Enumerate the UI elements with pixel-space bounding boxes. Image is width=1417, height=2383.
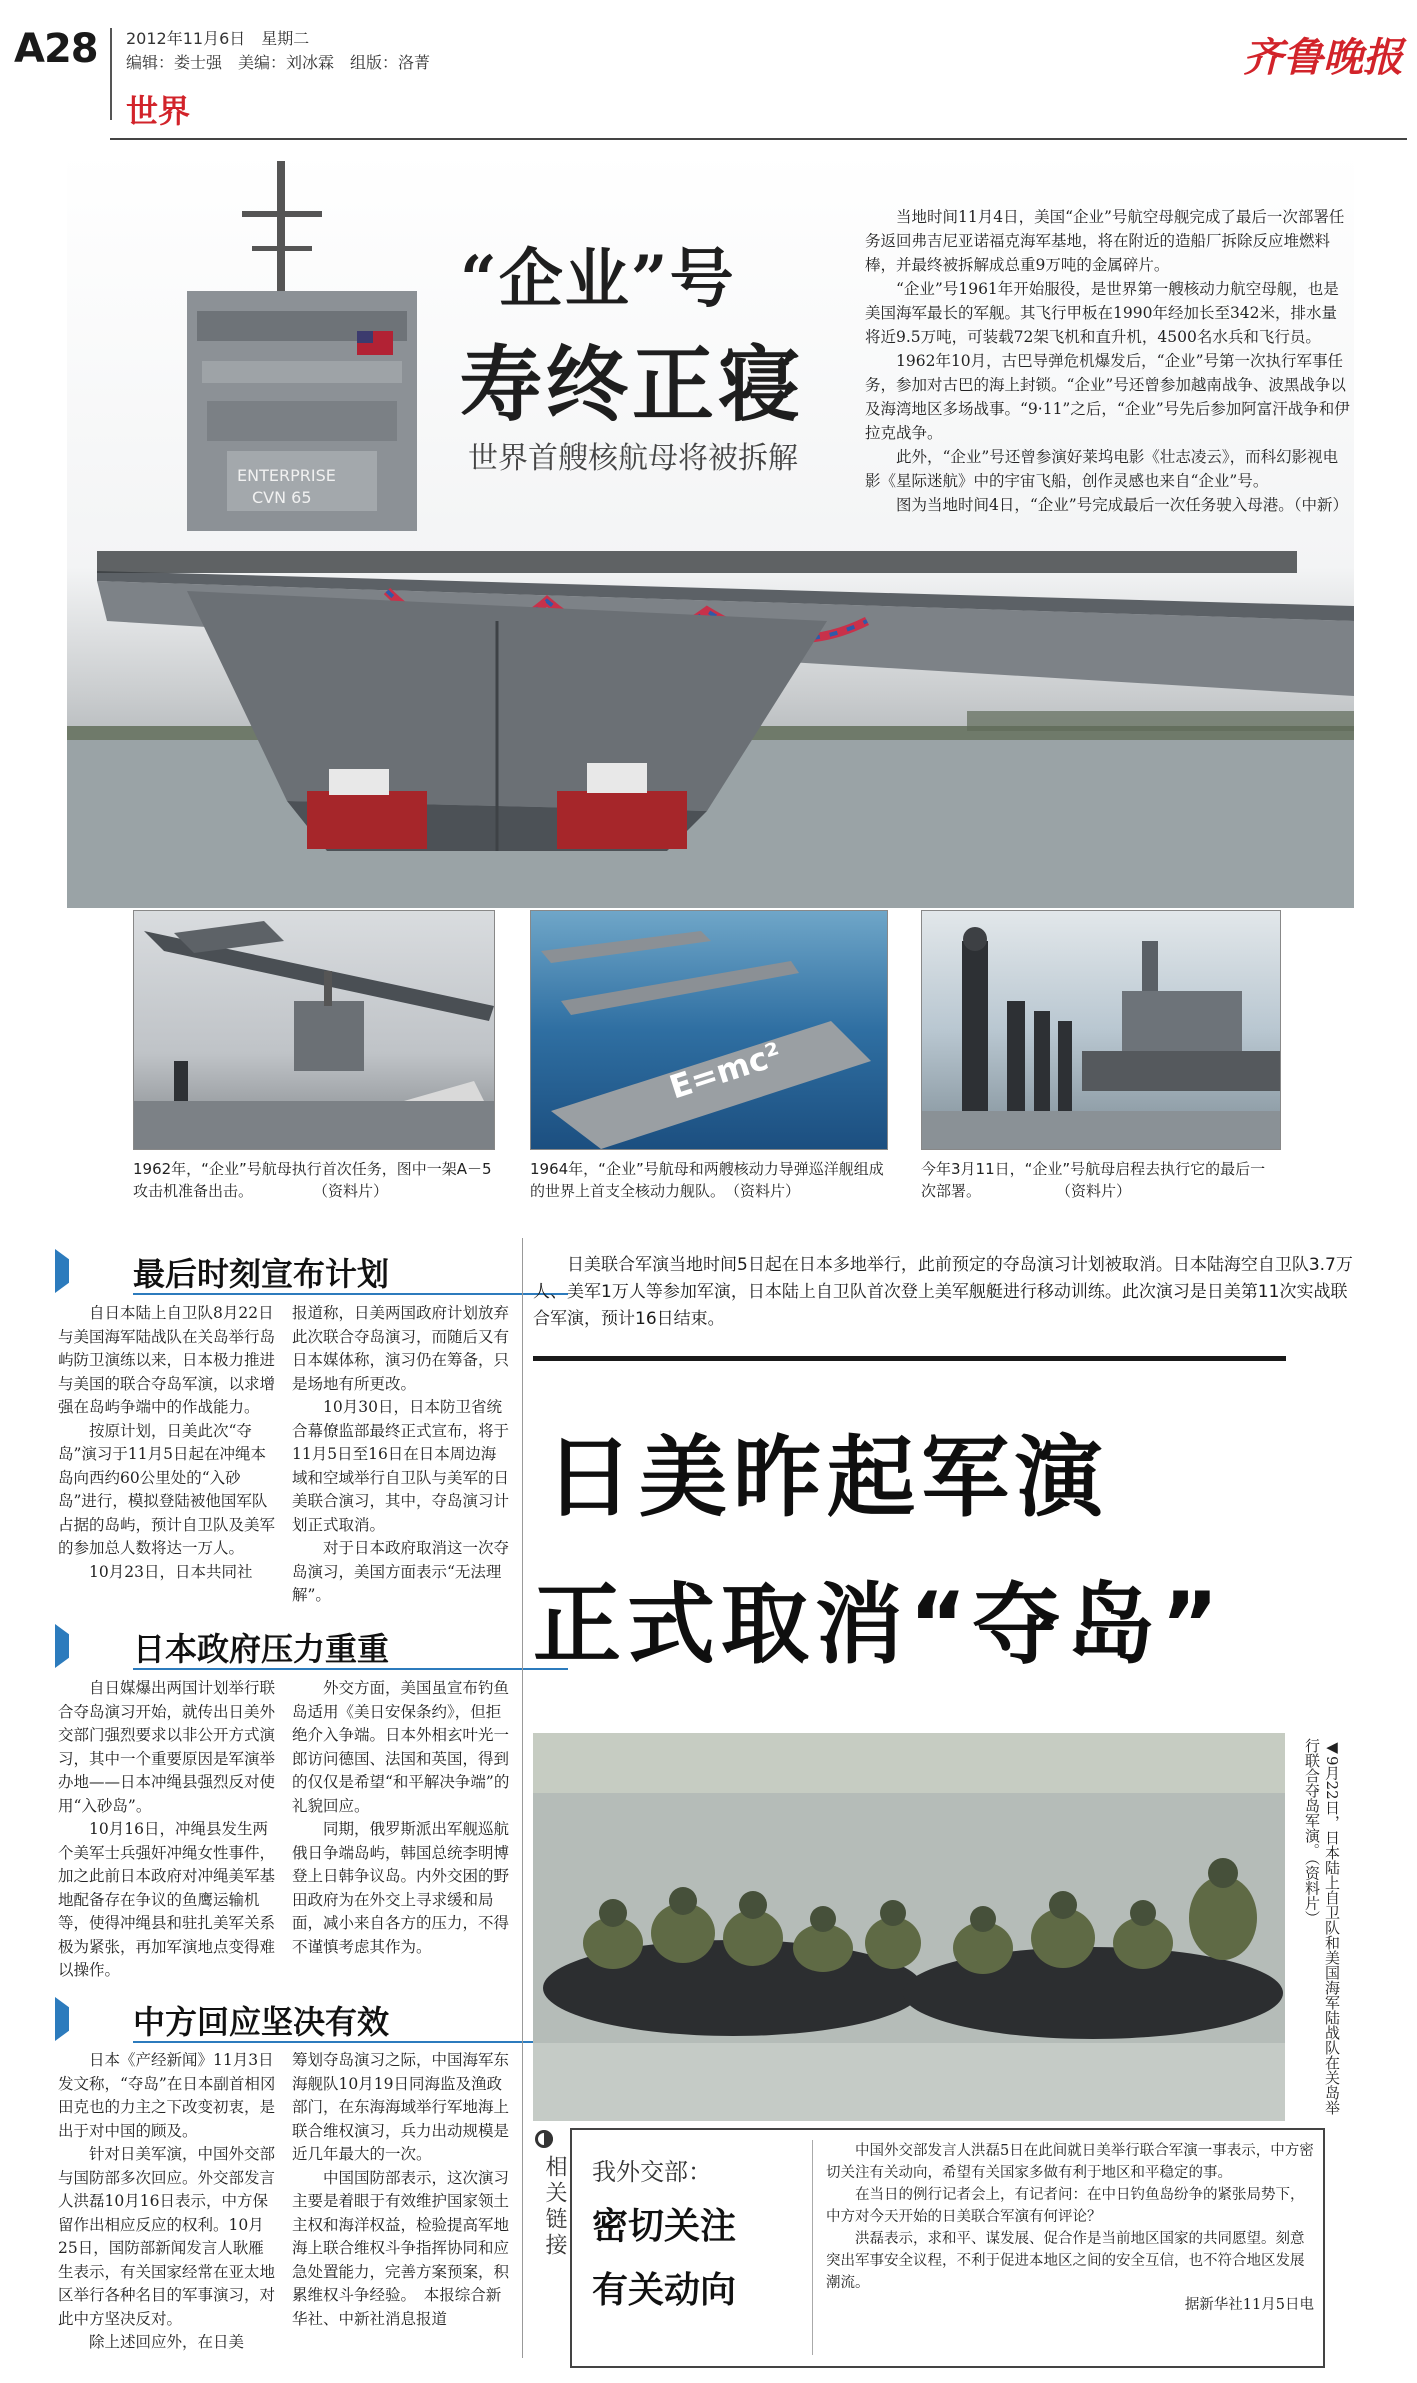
paragraph: 在当日的例行记者会上，有记者问：在中日钓鱼岛纷争的紧张局势下，中方对今天开始的日美联合军演有何评论？ <box>826 2187 1305 2225</box>
photo-1962-illustration <box>134 911 494 1149</box>
date-line: 2012年11月6日 星期二 <box>126 29 310 48</box>
heading-rule <box>133 1668 568 1670</box>
photo-caption: 1962年，“企业”号航母执行首次任务，图中一架A－5攻击机准备出击。 （资料片） <box>133 1160 492 1200</box>
section-name: 世界 <box>126 92 191 130</box>
related-title-line-2: 有关动向 <box>592 2270 737 2311</box>
paragraph: 针对日美军演，中国外交部与国防部多次回应。外交部发言人洪磊10月16日表示，中方保留作出相应反应的权利。10月25日，国防部新闻发言人耿雁生表示，有关国家经常在亚太地区举行各种名目的军事演习，对此中方坚决反对。 <box>58 2145 276 2328</box>
text-column <box>292 1677 510 1959</box>
related-source: 据新华社11月5日电 <box>1184 2297 1314 2313</box>
hero-paragraph: 当地时间11月4日，美国“企业”号航空母舰完成了最后一次部署任务返回弗吉尼亚诺福克海军基地，将在附近的造船厂拆除反应堆燃料棒，并最终被拆解成总重9万吨的金属碎片。 <box>865 208 1345 274</box>
heading-rule <box>133 1293 568 1295</box>
photo-1964-illustration <box>531 911 887 1149</box>
drill-illustration <box>533 1733 1285 2121</box>
editors-line: 编辑：娄士强 美编：刘冰霖 组版：洛菁 <box>126 53 431 72</box>
section-heading-text: 最后时刻宣布计划 <box>133 1255 390 1293</box>
photo-2012-illustration <box>922 911 1280 1149</box>
related-divider <box>812 2140 813 2355</box>
header-divider <box>110 28 112 120</box>
paragraph: 自日媒爆出两国计划举行联合夺岛演习开始，就传出日美外交部门强烈要求以非公开方式演习，其中一个重要原因是军演举办地——日本冲绳县强烈反对使用“入砂岛”。 <box>58 1679 276 1815</box>
hero-title-line-2: 寿终正寝 <box>460 337 805 433</box>
heading-rule <box>133 2041 568 2043</box>
paragraph: 10月16日，冲绳县发生两个美军士兵强奸冲绳女性事件，加之此前日本政府对冲绳美军基地配备存在争议的鱼鹰运输机等，使得冲绳县和驻扎美军关系极为紧张，再加军演地点变得难以操作。 <box>58 1820 276 1979</box>
hero-paragraph: 此外，“企业”号还曾参演好莱坞电影《壮志凌云》，而科幻影视电影《星际迷航》中的宇宙飞船，创作灵感也来自“企业”号。 <box>865 448 1339 490</box>
text-column <box>58 2049 276 2355</box>
paragraph: 日本《产经新闻》11月3日发文称，“夺岛”在日本副首相冈田克也的力主之下改变初衷，是出于对中国的顾及。 <box>58 2051 276 2140</box>
lead-paragraph: 日美联合军演当地时间5日起在日本多地举行，此前预定的夺岛演习计划被取消。日本陆海空自卫队3.7万人、美军1万人等参加军演，日本陆上自卫队首次登上美军舰艇进行移动训练。此次演习是日美第11次实战联合军演，预计16日结束。 <box>533 1255 1353 1329</box>
hero-paragraph: 图为当地时间4日，“企业”号完成最后一次任务驶入母港。（中新） <box>896 496 1348 514</box>
headline-line-2: 正式取消“夺岛” <box>533 1573 1225 1676</box>
drill-photo-caption: ◀9月22日，日本陆上自卫队和美国海军陆战队在关岛举行联合夺岛军演。（资料片） <box>1303 1738 1341 2115</box>
ship-island-label: ENTERPRISE <box>237 466 336 485</box>
photo-1964-nuclear-fleet <box>530 910 888 1150</box>
hero-article-text <box>865 205 1352 517</box>
related-article-text <box>826 2140 1314 2316</box>
newspaper-logo: 齐鲁晚报 <box>1243 34 1403 81</box>
hero-paragraph: “企业”号1961年开始服役，是世界第一艘核动力航空母舰，也是美国海军最长的军舰。其飞行甲板在1990年经加长至342米，排水量将近9.5万吨，可装载72架飞机和直升机，4500名水兵和飞行员。 <box>865 280 1339 346</box>
photo-1962-carrier <box>133 910 495 1150</box>
hero-paragraph: 1962年10月，古巴导弹危机爆发后，“企业”号第一次执行军事任务，参加对古巴的海上封锁。“企业”号还曾参加越南战争、波黑战争以及海湾地区多场战事。“9·11”之后，“企业”号先后参加阿富汗战争和伊拉克战争。 <box>865 352 1350 442</box>
headline-rule <box>533 1356 1286 1361</box>
arrow-icon-inner <box>69 2005 88 2033</box>
paragraph: 中国国防部表示，这次演习主要是着眼于有效维护国家领土主权和海洋权益，检验提高军地海上联合维权斗争指挥协同和应急处置能力，完善方案预案，积累维权斗争经验。 本报综合新华社、中新社消息报道 <box>292 2168 510 2328</box>
paragraph: 洪磊表示，求和平、谋发展、促合作是当前地区国家的共同愿望。刻意突出军事安全议程，不利于促进本地区之间的安全互信，也不符合地区发展潮流。 <box>826 2231 1305 2291</box>
photo-caption: 今年3月11日，“企业”号航母启程去执行它的最后一次部署。 （资料片） <box>921 1160 1266 1200</box>
photo-2012-departure <box>921 910 1281 1150</box>
deck-formation-text: E=mc² <box>664 1034 786 1107</box>
related-title-line-1: 密切关注 <box>592 2206 737 2247</box>
page-number: A28 <box>14 26 98 72</box>
paragraph: 自日本陆上自卫队8月22日与美国海军陆战队在关岛举行岛屿防卫演练以来，日本极力推进与美国的联合夺岛军演，以求增强在岛屿争端中的作战能力。 <box>58 1304 276 1416</box>
paragraph: 按原计划，日美此次“夺岛”演习于11月5日起在冲绳本岛向西约60公里处的“入砂岛”进行，模拟登陆被他国军队占据的岛屿，预计自卫队及美军的参加总人数将达一万人。 <box>58 1421 276 1557</box>
paragraph: 同期，俄罗斯派出军舰巡航俄日争端岛屿，韩国总统李明博登上日韩争议岛。内外交困的野田政府为在外交上寻求缓和局面，减小来自各方的压力，不得不谨慎考虑其作为。 <box>292 1820 510 1956</box>
text-column <box>292 1302 510 1608</box>
hero-subtitle: 世界首艘核航母将被拆解 <box>468 441 798 476</box>
paragraph: 报道称，日美两国政府计划放弃此次联合夺岛演习，而随后又有日本媒体称，演习仍在筹备，只是场地有所更改。 <box>292 1304 510 1393</box>
header-rule <box>110 138 1407 140</box>
hero-title-line-1: “企业”号 <box>460 242 736 317</box>
paragraph: 对于日本政府取消这一次夺岛演习，美国方面表示“无法理解”。 <box>292 1539 510 1604</box>
headline-line-1: 日美昨起军演 <box>545 1426 1110 1529</box>
section-heading-text: 日本政府压力重重 <box>133 1630 390 1668</box>
related-label: 相关链接 <box>542 2155 567 2259</box>
related-tag: 我外交部： <box>592 2158 712 2186</box>
paragraph: 筹划夺岛演习之际，中国海军东海舰队10月19日同海监及渔政部门，在东海海域举行军地海上联合维权演习，兵力出动规模是近几年最大的一次。 <box>292 2051 510 2163</box>
photo-caption: 1964年，“企业”号航母和两艘核动力导弹巡洋舰组成的世界上首支全核动力舰队。 （资料片） <box>530 1160 884 1200</box>
ship-hull-label: CVN 65 <box>252 488 312 507</box>
text-column <box>58 1677 276 1983</box>
paragraph: 除上述回应外，在日美 <box>89 2333 245 2351</box>
paragraph: 10月23日，日本共同社 <box>89 1562 253 1581</box>
column-divider <box>522 1238 523 2358</box>
paragraph: 中国外交部发言人洪磊5日在此间就日美举行联合军演一事表示，中方密切关注有关动向，希望有关国家多做有利于地区和平稳定的事。 <box>826 2143 1314 2181</box>
arrow-icon-inner <box>69 1257 88 1285</box>
text-column <box>58 1302 276 1584</box>
paragraph: 10月30日，日本防卫省统合幕僚监部最终正式宣布，将于11月5日至16日在日本周边海域和空域举行自卫队与美军的日美联合演习，其中，夺岛演习计划正式取消。 <box>292 1398 510 1534</box>
section-heading-text: 中方回应坚决有效 <box>133 2003 390 2041</box>
arrow-icon-inner <box>69 1632 88 1660</box>
paragraph: 外交方面，美国虽宣布钓鱼岛适用《美日安保条约》，但拒绝介入争端。日本外相玄叶光一郎访问德国、法国和英国，得到的仅仅是希望“和平解决争端”的礼貌回应。 <box>292 1679 510 1815</box>
photo-joint-drill <box>533 1733 1285 2121</box>
text-column <box>292 2049 510 2331</box>
